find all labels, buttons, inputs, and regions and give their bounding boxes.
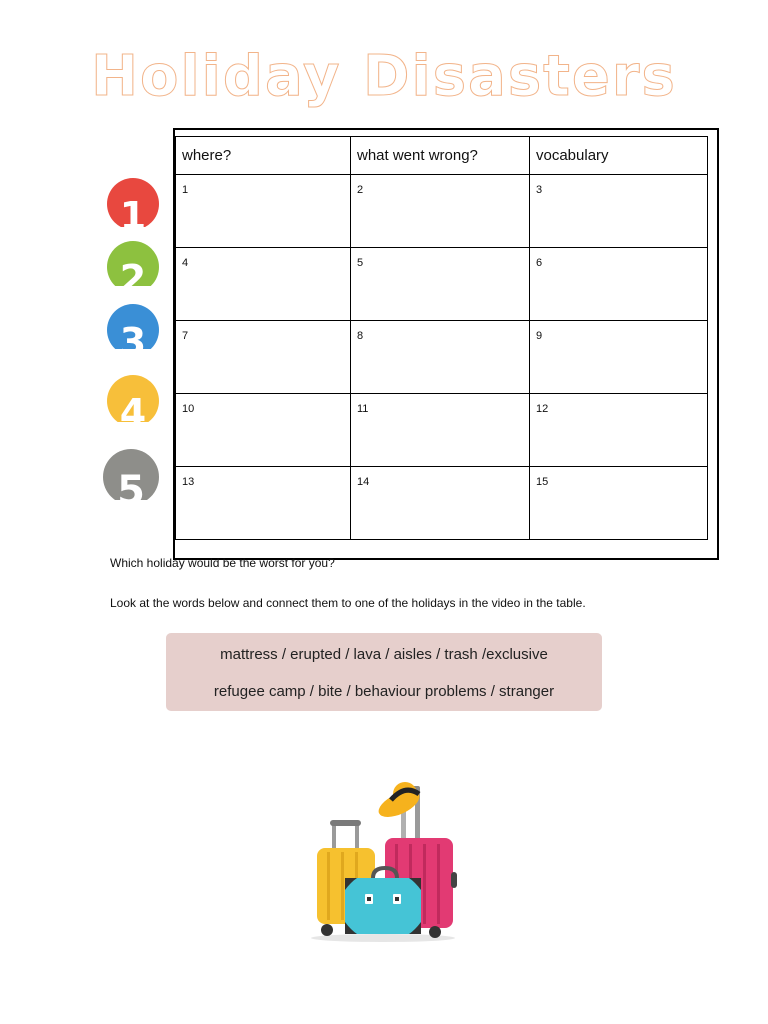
number-badge-3 — [106, 303, 160, 357]
number-badge-5 — [102, 448, 160, 506]
answer-table — [175, 136, 708, 540]
table-cell: 8 — [351, 321, 530, 394]
svg-text:1: 1 — [119, 194, 147, 231]
table-cell: 4 — [176, 248, 351, 321]
table-cell: 5 — [351, 248, 530, 321]
number-badge-1 — [106, 177, 160, 231]
table-row — [176, 467, 708, 540]
page-title: Holiday Disasters — [91, 44, 677, 109]
table-cell: 2 — [351, 175, 530, 248]
table-row — [176, 248, 708, 321]
table-cell: 14 — [351, 467, 530, 540]
table-cell: 7 — [176, 321, 351, 394]
table-row — [176, 175, 708, 248]
header-where: where? — [176, 137, 351, 175]
table-cell: 12 — [530, 394, 708, 467]
table-header-row — [176, 137, 708, 175]
svg-text:4: 4 — [119, 391, 147, 428]
svg-text:3: 3 — [119, 320, 147, 357]
table-row — [176, 394, 708, 467]
header-what-went-wrong: what went wrong? — [351, 137, 530, 175]
number-badge-2 — [106, 240, 160, 294]
table-cell: 11 — [351, 394, 530, 467]
table-row — [176, 321, 708, 394]
table-cell: 6 — [530, 248, 708, 321]
instruction-connect-words: Look at the words below and connect them to one of the holidays in the video in the table. — [110, 596, 586, 610]
number-badge-4 — [106, 374, 160, 428]
question-worst-holiday: Which holiday would be the worst for you? — [110, 556, 335, 570]
word-list-line-1: mattress / erupted / lava / aisles / trash /exclusive — [220, 646, 548, 663]
table-cell: 3 — [530, 175, 708, 248]
table-cell: 9 — [530, 321, 708, 394]
svg-text:2: 2 — [119, 257, 147, 294]
header-vocabulary: vocabulary — [530, 137, 708, 175]
table-cell: 15 — [530, 467, 708, 540]
table-cell: 10 — [176, 394, 351, 467]
table-cell: 1 — [176, 175, 351, 248]
svg-text:5: 5 — [117, 468, 145, 506]
vocabulary-word-box — [166, 633, 602, 711]
word-list-line-2: refugee camp / bite / behaviour problems / stranger — [213, 683, 555, 700]
table-cell: 13 — [176, 467, 351, 540]
luggage-illustration — [305, 772, 465, 944]
